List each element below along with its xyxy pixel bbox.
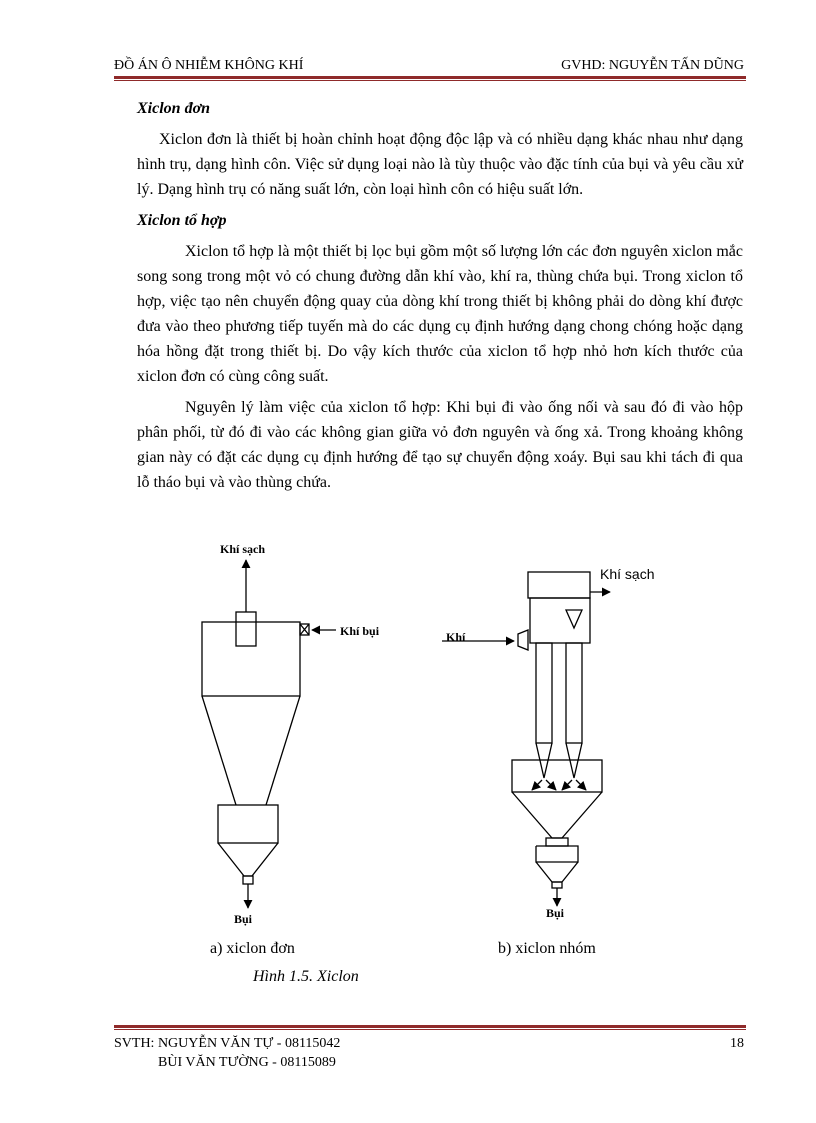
page-header [114,48,744,74]
single-cyclone-drawing [202,560,336,908]
page-footer [114,1034,744,1072]
label-dust-a: Bụi [234,912,253,926]
footer-rule [114,1025,746,1030]
page-number: 18 [730,1036,744,1051]
footer-student-2: BÙI VĂN TƯỜNG - 08115089 [158,1055,336,1070]
cyclone-diagrams [180,530,740,930]
figure-cyclones [180,530,740,957]
caption-b: b) xiclon nhóm [498,940,596,957]
label-dust-b: Bụi [546,906,565,920]
paragraph-single-cyclone: Xiclon đơn là thiết bị hoàn chỉnh hoạt động độc lập và có nhiều dạng khác nhau như dạng hình trụ, dạng hình côn. Việc sử dụng loại nào là tùy thuộc vào đặc tính của bụi và yêu cầu xử lý. Dạng hình trụ có năng suất lớn, còn loại hình côn có hiệu suất lớn. [137,131,743,198]
label-clean-gas-a: Khí sạch [220,542,266,556]
group-cyclone-drawing [442,572,610,906]
label-dust-gas-a: Khí bụi [340,624,380,638]
section-heading-single-cyclone: Xiclon đơn [137,100,211,117]
header-rule [114,76,746,81]
paragraph-combined-cyclone: Xiclon tổ hợp là một thiết bị lọc bụi gồm một số lượng lớn các đơn nguyên xiclon mắc song song trong một vỏ có chung đường dẫn khí vào, khí ra, thùng chứa bụi. Trong xiclon tổ hợp, việc tạo nên chuyển động quay của dòng khí trong thiết bị không phải do dòng khí được đưa vào theo phương tiếp tuyến mà do các dụng cụ định hướng dạng chong chóng hoặc dạng hóa hồng đặt trong thiết bị. Do vậy kích thước của xiclon tổ hợp nhỏ hơn kích thước của xiclon đơn có cùng công suất. [137,243,743,385]
label-clean-gas-b: Khí sạch [600,566,655,582]
header-right: GVHD: NGUYỄN TẤN DŨNG [561,58,744,73]
paragraph-working-principle: Nguyên lý làm việc của xiclon tổ hợp: Khi bụi đi vào ống nối và sau đó đi vào hộp phân phối, từ đó đi vào các không gian giữa vỏ đơn nguyên và ống xả. Trong khoảng không gian này có đặt các dụng cụ định hướng để tạo sự chuyển động xoáy. Bụi sau khi tách đi qua lỗ tháo bụi và vào thùng chứa. [137,399,743,491]
section-heading-combined-cyclone: Xiclon tổ hợp [137,212,227,229]
footer-student-1: SVTH: NGUYỄN VĂN TỰ - 08115042 [114,1036,341,1051]
header-left: ĐỒ ÁN Ô NHIỄM KHÔNG KHÍ [114,58,304,73]
figure-title: Hình 1.5. Xiclon [253,968,359,985]
body-text [137,96,743,495]
caption-a: a) xiclon đơn [210,940,295,957]
label-gas-b: Khí [446,630,466,644]
